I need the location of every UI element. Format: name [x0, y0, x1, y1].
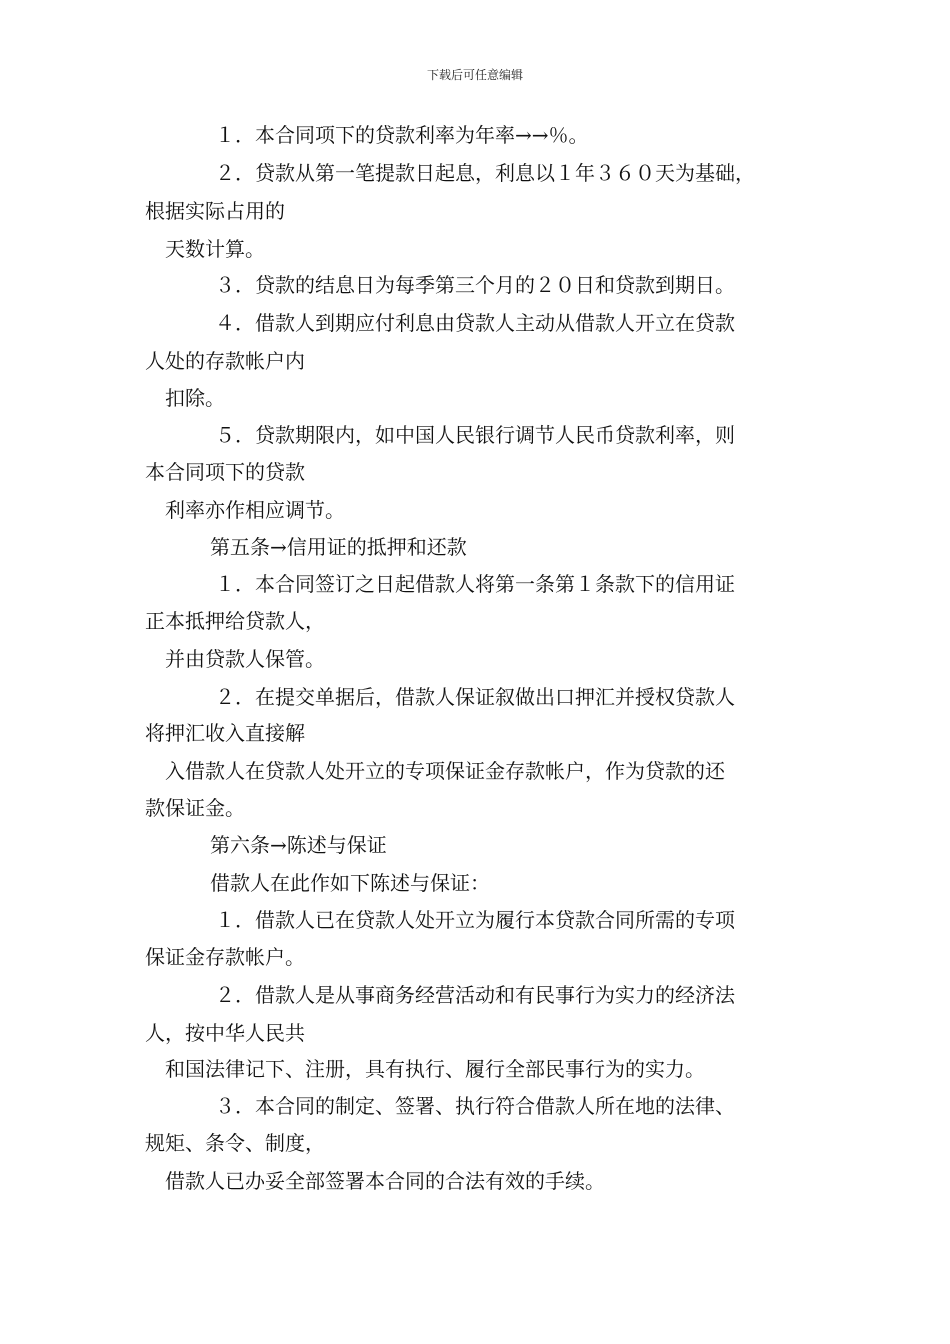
clause-line: 并由贷款人保管。 [165, 647, 325, 671]
clause-line: 人，按中华人民共 [145, 1021, 305, 1045]
clause-line: 保证金存款帐户。 [145, 945, 305, 969]
clause-line: 借款人在此作如下陈述与保证： [210, 871, 490, 895]
clause-line: ２．借款人是从事商务经营活动和有民事行为实力的经济法 [215, 983, 735, 1007]
clause-line: ５．贷款期限内，如中国人民银行调节人民币贷款利率，则 [215, 423, 735, 447]
article-heading: 第五条→信用证的抵押和还款 [210, 535, 467, 559]
clause-line: 入借款人在贷款人处开立的专项保证金存款帐户，作为贷款的还 [165, 759, 725, 783]
clause-line: 规矩、条令、制度， [145, 1131, 325, 1155]
clause-line: ３．贷款的结息日为每季第三个月的２０日和贷款到期日。 [215, 273, 735, 297]
clause-line: １．借款人已在贷款人处开立为履行本贷款合同所需的专项 [215, 908, 735, 932]
clause-line: 将押汇收入直接解 [145, 721, 305, 745]
clause-line: 借款人已办妥全部签署本合同的合法有效的手续。 [165, 1169, 605, 1193]
clause-line: ３．本合同的制定、签署、执行符合借款人所在地的法律、 [215, 1094, 735, 1118]
clause-line: ２．贷款从第一笔提款日起息，利息以１年３６０天为基础， [215, 161, 755, 185]
clause-line: 扣除。 [165, 386, 225, 410]
clause-line: ４．借款人到期应付利息由贷款人主动从借款人开立在贷款 [215, 311, 735, 335]
clause-line: 正本抵押给贷款人， [145, 609, 325, 633]
clause-line: １．本合同项下的贷款利率为年率→→％。 [215, 123, 589, 147]
clause-line: 和国法律记下、注册，具有执行、履行全部民事行为的实力。 [165, 1057, 705, 1081]
clause-line: 款保证金。 [145, 796, 245, 820]
article-heading: 第六条→陈述与保证 [210, 833, 387, 857]
clause-line: 人处的存款帐户内 [145, 349, 305, 373]
clause-line: 根据实际占用的 [145, 199, 285, 223]
clause-line: 利率亦作相应调节。 [165, 498, 345, 522]
clause-line: ２．在提交单据后，借款人保证叙做出口押汇并授权贷款人 [215, 685, 735, 709]
clause-line: １．本合同签订之日起借款人将第一条第１条款下的信用证 [215, 572, 735, 596]
clause-line: 本合同项下的贷款 [145, 460, 305, 484]
clause-line: 天数计算。 [165, 237, 265, 261]
page-header-note: 下载后可任意编辑 [426, 68, 523, 82]
